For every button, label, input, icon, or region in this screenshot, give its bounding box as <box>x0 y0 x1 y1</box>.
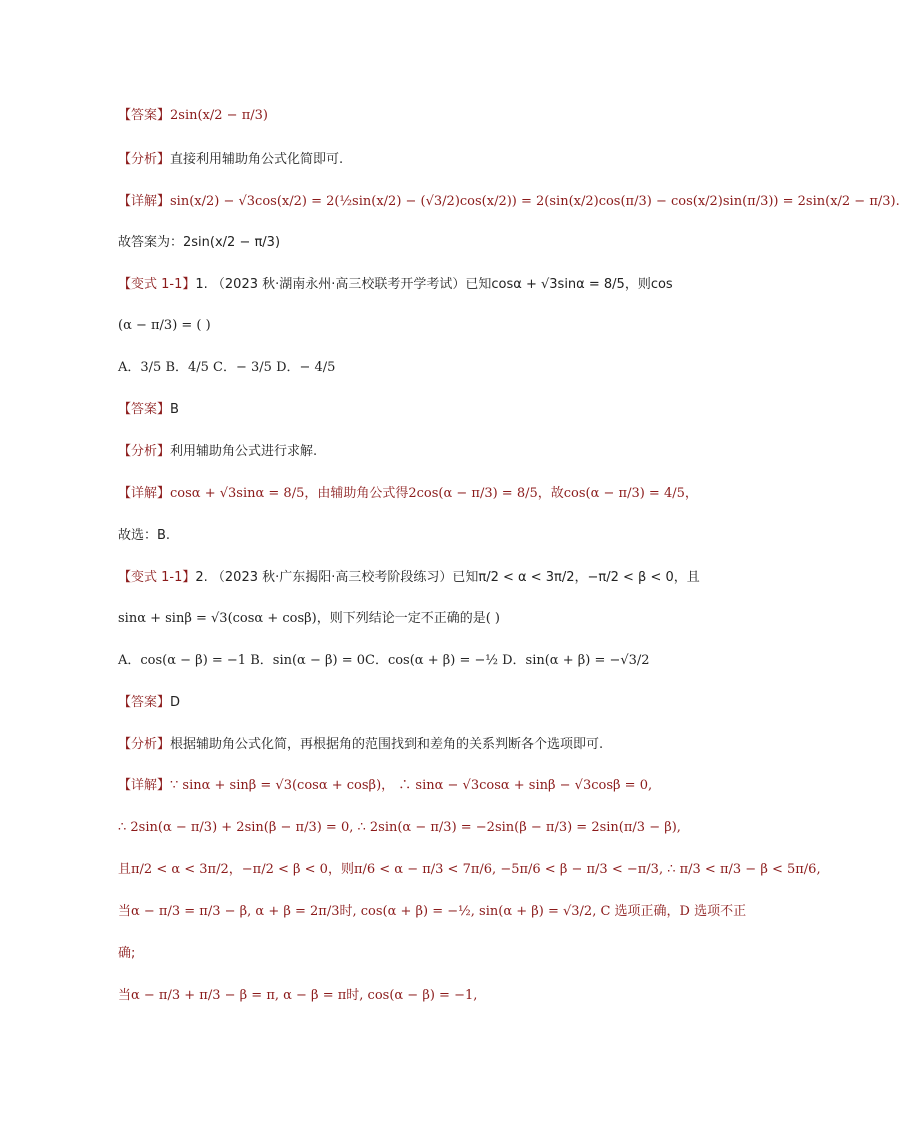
conclusion-text: 故选：B. <box>118 528 171 543</box>
analysis-line-2 <box>118 442 676 462</box>
analysis-line-3 <box>118 735 676 755</box>
conclusion-line-1 <box>118 233 676 253</box>
detail-line-3c <box>118 860 821 880</box>
options-line-1 <box>118 358 676 378</box>
conclusion-text: 故答案为：2sin(x/2 − π/3) <box>118 235 281 250</box>
options-text: A．3/5 B．4/5 C．− 3/5 D．− 4/5 <box>118 360 336 375</box>
answer-line-3 <box>118 693 676 713</box>
detail-text: cosα + √3sinα = 8/5，由辅助角公式得2cos(α − π/3) = 8/5，故cos(α − π/3) = 4/5， <box>170 486 698 501</box>
detail-text: 当α − π/3 + π/3 − β = π, α − β = π时, cos(α − β) = −1, <box>118 988 478 1003</box>
answer-text: B <box>170 402 179 417</box>
variant-tag: 【变式 1-1】 <box>118 277 196 292</box>
variant-line-1-cont <box>118 316 676 336</box>
analysis-text: 根据辅助角公式化简，再根据角的范围找到和差角的关系判断各个选项即可. <box>170 737 604 752</box>
detail-text: 当α − π/3 = π/3 − β, α + β = 2π/3时, cos(α + β) = −½, sin(α + β) = √3/2, C 选项正确，D 选项不正 <box>118 904 747 919</box>
detail-tag: 【详解】 <box>118 194 171 209</box>
answer-tag: 【答案】 <box>118 695 171 710</box>
analysis-tag: 【分析】 <box>118 152 171 167</box>
analysis-text: 利用辅助角公式进行求解. <box>170 444 318 459</box>
analysis-line-1 <box>118 150 676 170</box>
detail-line-3d <box>118 902 747 922</box>
variant-tag: 【变式 1-1】 <box>118 570 196 585</box>
options-text: A．cos(α − β) = −1 B．sin(α − β) = 0C．cos(α + β) = −½ D．sin(α + β) = −√3/2 <box>118 653 650 668</box>
detail-text: sin(x/2) − √3cos(x/2) = 2(½sin(x/2) − (√3/2)cos(x/2)) = 2(sin(x/2)cos(π/3) − cos(x/2)sin(π/3)) = 2sin(x/2 − π/3). <box>170 194 900 209</box>
answer-text: 2sin(x/2 − π/3) <box>170 108 268 123</box>
answer-tag: 【答案】 <box>118 108 171 123</box>
detail-line-3e <box>118 944 676 964</box>
variant-line-2-cont <box>118 609 676 629</box>
variant-text-cont: (α − π/3) = ( ) <box>118 318 211 333</box>
options-line-2 <box>118 651 676 671</box>
variant-text: 2. （2023 秋·广东揭阳·高三校考阶段练习）已知π/2 < α < 3π/2，−π/2 < β < 0，且 <box>195 570 700 585</box>
answer-tag: 【答案】 <box>118 402 171 417</box>
analysis-text: 直接利用辅助角公式化简即可. <box>170 152 344 167</box>
answer-text: D <box>170 695 181 710</box>
detail-tag: 【详解】 <box>118 486 171 501</box>
detail-line-2 <box>118 484 698 504</box>
variant-text: 1. （2023 秋·湖南永州·高三校联考开学考试）已知cosα + √3sinα = 8/5，则cos <box>195 277 673 292</box>
analysis-tag: 【分析】 <box>118 737 171 752</box>
detail-text: ∴ 2sin(α − π/3) + 2sin(β − π/3) = 0, ∴ 2sin(α − π/3) = −2sin(β − π/3) = 2sin(π/3 − β), <box>118 820 681 835</box>
detail-line-3 <box>118 776 676 796</box>
variant-line-2 <box>118 568 700 588</box>
detail-text: 确; <box>118 946 136 961</box>
detail-line-3b <box>118 818 681 838</box>
detail-line-3f <box>118 986 676 1006</box>
detail-text: ∵ sinα + sinβ = √3(cosα + cosβ)， ∴ sinα − √3cosα + sinβ − √3cosβ = 0, <box>170 778 653 793</box>
detail-tag: 【详解】 <box>118 778 171 793</box>
answer-line-2 <box>118 400 676 420</box>
variant-line-1 <box>118 275 676 295</box>
analysis-tag: 【分析】 <box>118 444 171 459</box>
detail-line-1 <box>118 192 900 212</box>
variant-text-cont: sinα + sinβ = √3(cosα + cosβ)，则下列结论一定不正确的是( ) <box>118 611 500 626</box>
answer-line-1 <box>118 106 676 126</box>
conclusion-line-2 <box>118 526 676 546</box>
detail-text: 且π/2 < α < 3π/2，−π/2 < β < 0，则π/6 < α − π/3 < 7π/6, −5π/6 < β − π/3 < −π/3, ∴ π/3 < π/3 − β < 5π/6, <box>118 862 821 877</box>
